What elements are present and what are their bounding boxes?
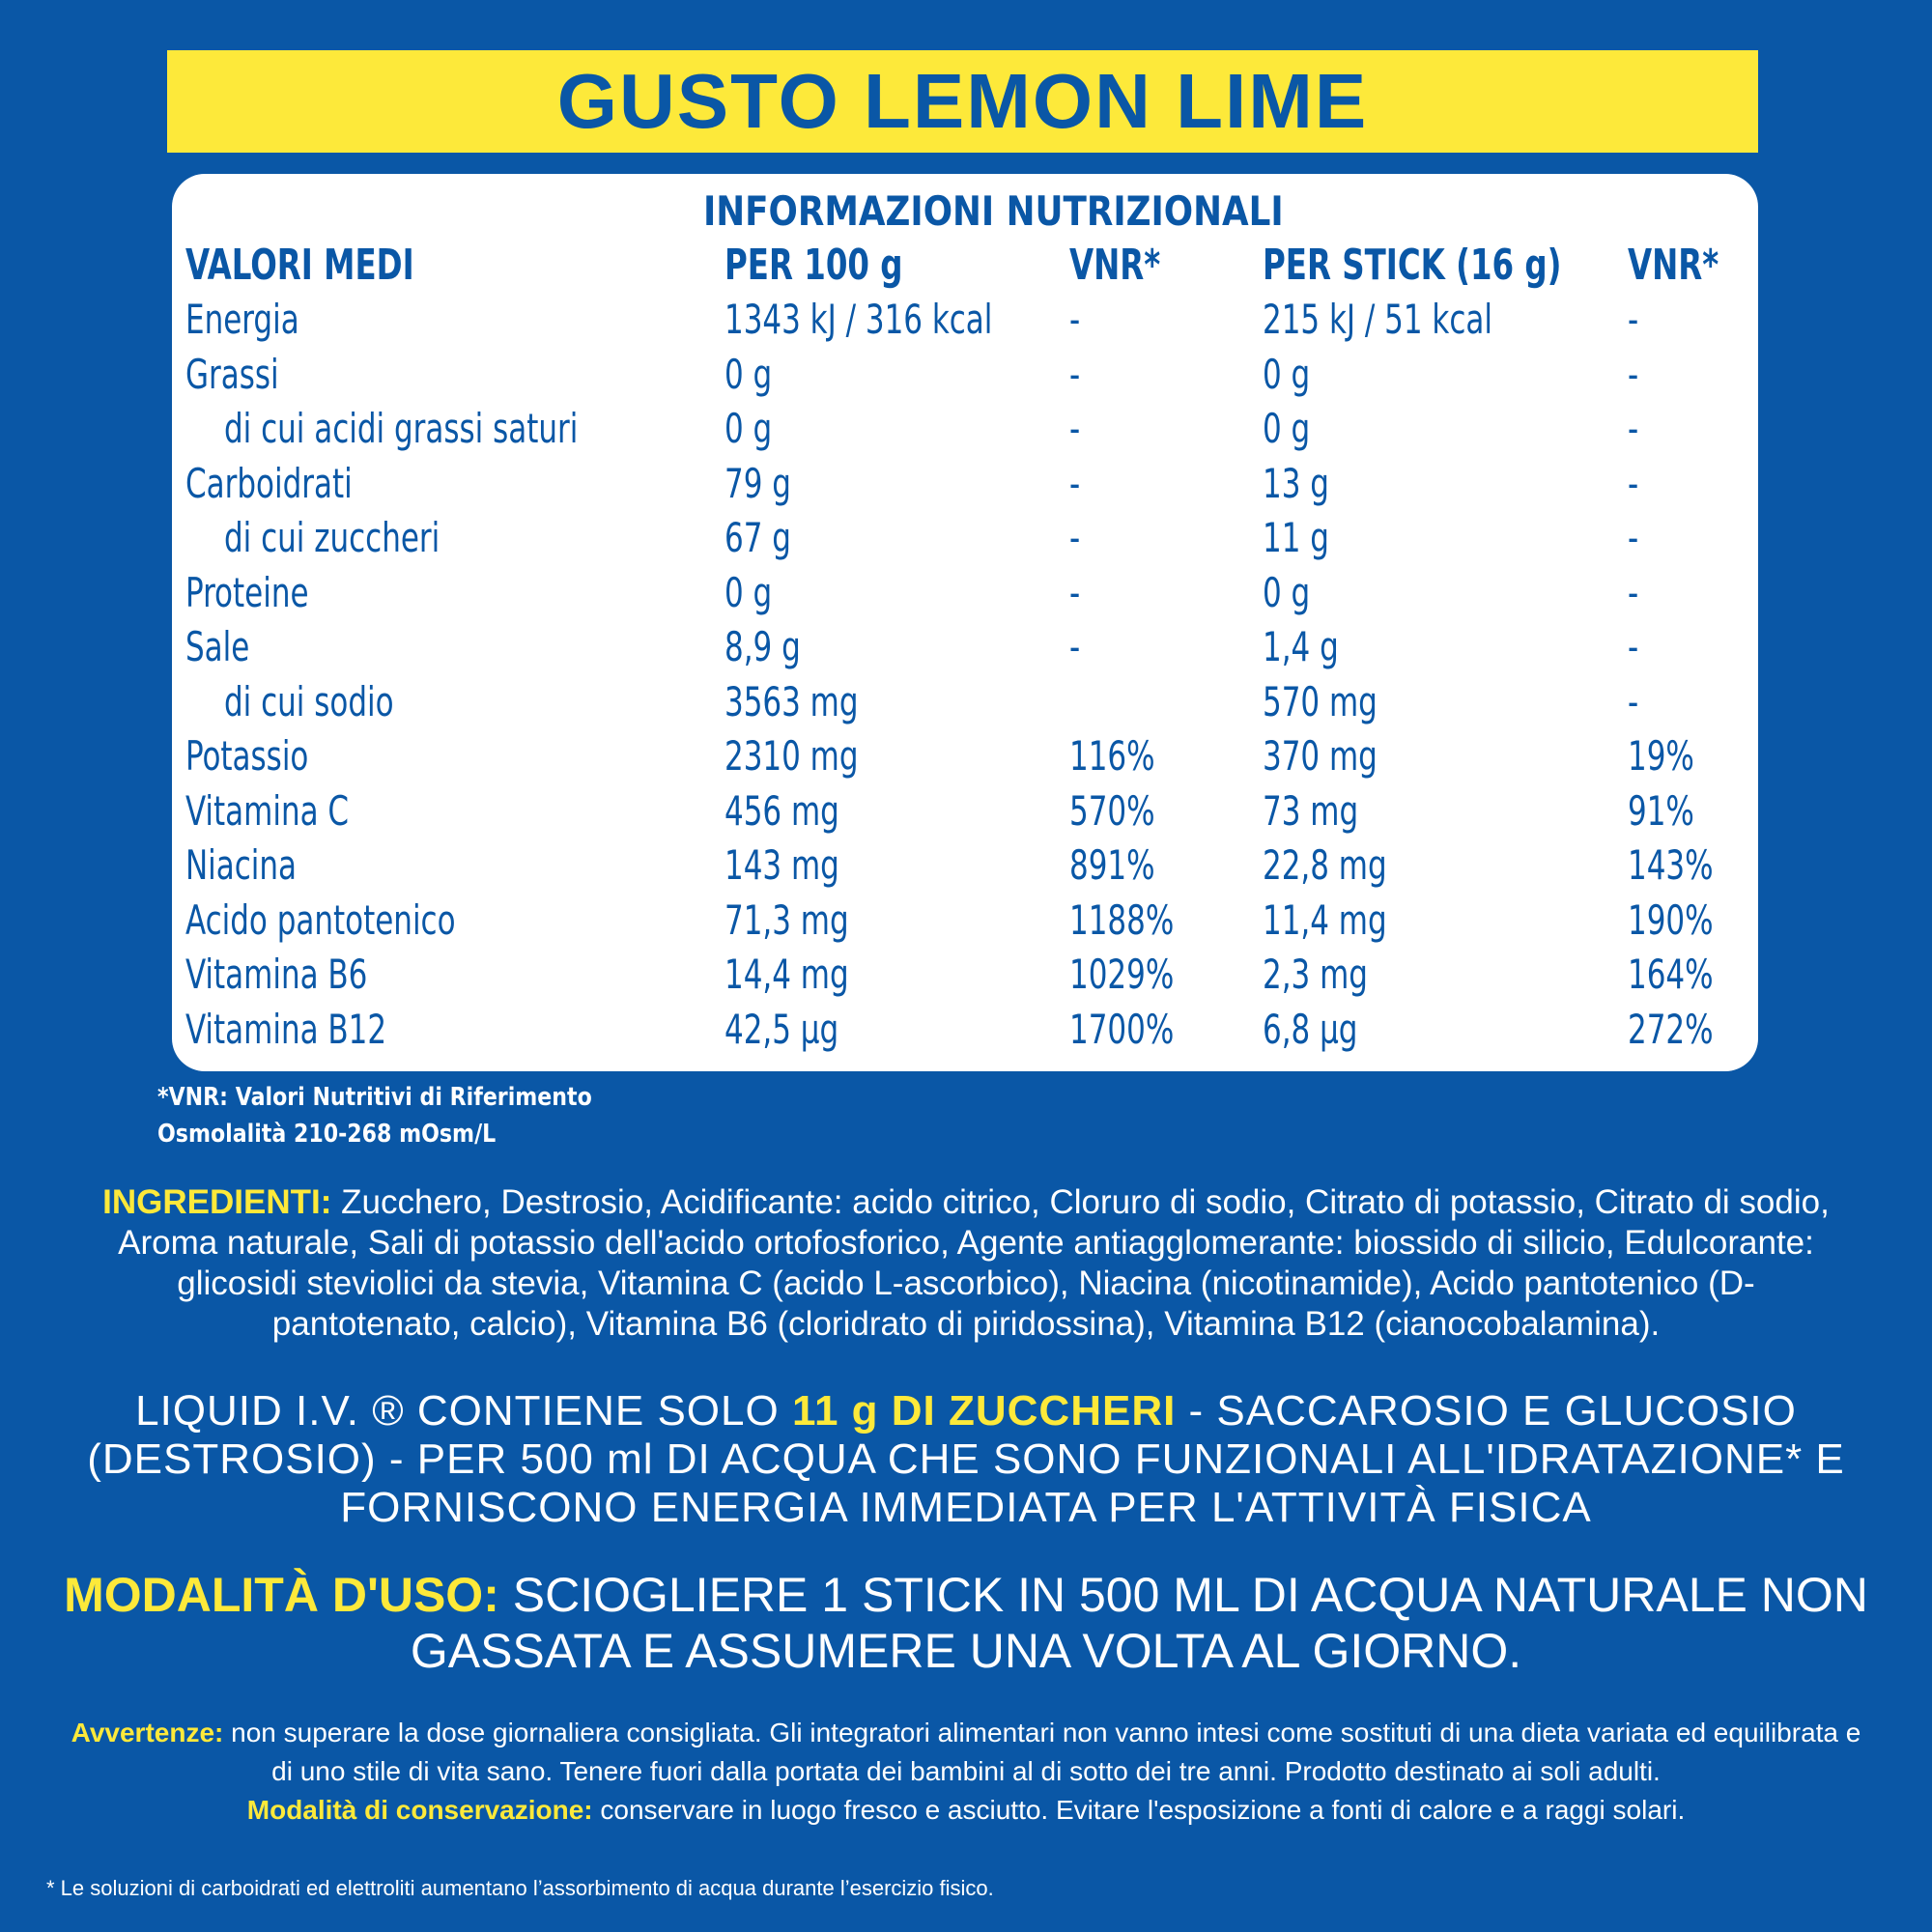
- vnr-stick-value: 272%: [1627, 1005, 1714, 1053]
- vnr-100g-value: 1188%: [1069, 895, 1175, 944]
- header-vnr-stick: VNR*: [1627, 240, 1719, 290]
- nutrient-name: Grassi: [185, 350, 279, 398]
- vnr-100g-value: 1700%: [1069, 1005, 1175, 1053]
- osmolality-note: Osmolalità 210-268 mOsm/L: [157, 1120, 497, 1149]
- vnr-100g-value: 116%: [1069, 732, 1155, 781]
- vnr-note: *VNR: Valori Nutritivi di Riferimento: [157, 1083, 592, 1112]
- warnings-text: non superare la dose giornaliera consigliata. Gli integratori alimentari non vanno intesi come sostituti di una dieta variata ed equilibrata e di uno stile di vita sano. Tenere fuori dalla portata dei bambini al di sotto dei tre anni. Prodotto destinato ai soli adulti.: [223, 1718, 1861, 1786]
- vnr-stick-value: -: [1627, 623, 1638, 671]
- vnr-stick-value: -: [1627, 405, 1638, 453]
- ingredients-text: Zucchero, Destrosio, Acidificante: acido citrico, Cloruro di sodio, Citrato di potassio, Citrato di sodio, Aroma naturale, Sali di potassio dell'acido ortofosforico, Agente antiagglomerante: biossido di silicio, Edulcorante: glicosidi steviolici da stevia, Vitamina C (acido L-ascorbico), Niacina (nicotinamide), Acido pantotenico (D-pantotenato, calcio), Vitamina B6 (cloridrato di piridossina), Vitamina B12 (cianocobalamina).: [118, 1183, 1830, 1343]
- nutrient-name: Potassio: [185, 732, 309, 781]
- header-vnr-100g: VNR*: [1069, 240, 1161, 290]
- per-100g-value: 42,5 µg: [724, 1005, 838, 1053]
- nutrient-name: Proteine: [185, 568, 309, 616]
- nutrition-table: [185, 238, 1758, 1057]
- nutrient-name: Acido pantotenico: [185, 895, 456, 944]
- per-stick-value: 0 g: [1263, 405, 1311, 453]
- nutrition-row: [185, 456, 1758, 511]
- storage-label: Modalità di conservazione:: [246, 1795, 593, 1825]
- per-100g-value: 0 g: [724, 405, 772, 453]
- nutrient-name: Niacina: [185, 841, 298, 890]
- vnr-stick-value: -: [1627, 568, 1638, 616]
- nutrition-row: [185, 729, 1758, 784]
- usage-instructions: [58, 1567, 1874, 1679]
- vnr-stick-value: -: [1627, 296, 1638, 344]
- nutrient-name: Vitamina B12: [185, 1005, 387, 1053]
- usage-text: SCIOGLIERE 1 STICK IN 500 ML DI ACQUA NATURALE NON GASSATA E ASSUMERE UNA VOLTA AL GIORNO.: [410, 1568, 1868, 1678]
- vnr-stick-value: 143%: [1627, 841, 1714, 890]
- reference-notes: [157, 1079, 668, 1152]
- nutrition-row: [185, 893, 1758, 948]
- claim-part1: LIQUID I.V. ® CONTIENE SOLO: [135, 1387, 792, 1435]
- per-stick-value: 215 kJ / 51 kcal: [1263, 296, 1493, 344]
- per-stick-value: 570 mg: [1263, 677, 1378, 725]
- vnr-100g-value: -: [1069, 350, 1081, 398]
- vnr-100g-value: -: [1069, 459, 1081, 507]
- per-100g-value: 3563 mg: [724, 677, 859, 725]
- vnr-stick-value: -: [1627, 677, 1638, 725]
- vnr-stick-value: 164%: [1627, 951, 1714, 999]
- sugar-claim: [77, 1387, 1855, 1532]
- flavor-title: GUSTO LEMON LIME: [556, 58, 1369, 144]
- per-100g-value: 14,4 mg: [724, 951, 849, 999]
- per-stick-value: 22,8 mg: [1263, 841, 1387, 890]
- per-100g-value: 79 g: [724, 459, 791, 507]
- nutrition-row: [185, 620, 1758, 675]
- nutrient-name: di cui sodio: [224, 677, 394, 725]
- nutrition-row: [185, 838, 1758, 894]
- vnr-100g-value: 1029%: [1069, 951, 1175, 999]
- ingredients-label: INGREDIENTI:: [102, 1183, 332, 1221]
- per-stick-value: 370 mg: [1263, 732, 1378, 781]
- usage-label: MODALITÀ D'USO:: [64, 1568, 499, 1622]
- nutrition-header-row: [185, 238, 1758, 293]
- nutrition-row: [185, 948, 1758, 1003]
- vnr-100g-value: 570%: [1069, 786, 1155, 835]
- per-100g-value: 71,3 mg: [724, 895, 849, 944]
- per-100g-value: 456 mg: [724, 786, 839, 835]
- header-per-stick: PER STICK (16 g): [1263, 240, 1562, 290]
- per-stick-value: 11,4 mg: [1263, 895, 1387, 944]
- per-stick-value: 11 g: [1263, 514, 1330, 562]
- storage-text: conservare in luogo fresco e asciutto. Evitare l'esposizione a fonti di calore e a raggi solari.: [592, 1795, 1686, 1825]
- footnote: * Le soluzioni di carboidrati ed elettroliti aumentano l’assorbimento di acqua durante l’esercizio fisico.: [46, 1876, 994, 1900]
- claim-part2: - SACCAROSIO E GLUCOSIO (DESTROSIO) - PER 500 ml DI ACQUA CHE SONO FUNZIONALI ALL'IDRATAZIONE* E FORNISCONO ENERGIA IMMEDIATA PER L'ATTIVITÀ FISICA: [87, 1387, 1845, 1531]
- ingredients-paragraph: [97, 1182, 1835, 1345]
- nutrient-name: Vitamina C: [185, 786, 350, 835]
- warnings-label: Avvertenze:: [71, 1718, 224, 1747]
- per-100g-value: 1343 kJ / 316 kcal: [724, 296, 992, 344]
- per-stick-value: 13 g: [1263, 459, 1330, 507]
- nutrition-title: INFORMAZIONI NUTRIZIONALI: [703, 187, 1284, 235]
- warnings-paragraph: [58, 1714, 1874, 1791]
- header-per-100g: PER 100 g: [724, 240, 903, 290]
- nutrition-row: [185, 511, 1758, 566]
- per-100g-value: 67 g: [724, 514, 791, 562]
- claim-highlight: 11 g DI ZUCCHERI: [791, 1387, 1177, 1435]
- vnr-stick-value: -: [1627, 514, 1638, 562]
- warnings-block: [58, 1714, 1874, 1830]
- per-stick-value: 0 g: [1263, 350, 1311, 398]
- per-stick-value: 73 mg: [1263, 786, 1359, 835]
- vnr-stick-value: -: [1627, 350, 1638, 398]
- per-100g-value: 2310 mg: [724, 732, 859, 781]
- per-stick-value: 2,3 mg: [1263, 951, 1369, 999]
- per-stick-value: 6,8 µg: [1263, 1005, 1358, 1053]
- per-100g-value: 0 g: [724, 350, 772, 398]
- nutrient-name: Vitamina B6: [185, 951, 368, 999]
- vnr-stick-value: 91%: [1627, 786, 1694, 835]
- nutrition-row: [185, 347, 1758, 402]
- vnr-100g-value: -: [1069, 296, 1081, 344]
- nutrition-row: [185, 565, 1758, 620]
- nutrition-row: [185, 783, 1758, 838]
- vnr-stick-value: 190%: [1627, 895, 1714, 944]
- vnr-100g-value: -: [1069, 623, 1081, 671]
- per-100g-value: 8,9 g: [724, 623, 801, 671]
- title-banner: [167, 50, 1758, 153]
- vnr-100g-value: -: [1069, 405, 1081, 453]
- nutrition-row: [185, 1002, 1758, 1057]
- vnr-stick-value: -: [1627, 459, 1638, 507]
- vnr-stick-value: 19%: [1627, 732, 1694, 781]
- nutrient-name: Energia: [185, 296, 299, 344]
- vnr-100g-value: 891%: [1069, 841, 1155, 890]
- storage-paragraph: [58, 1791, 1874, 1830]
- nutrition-row: [185, 293, 1758, 348]
- per-100g-value: 143 mg: [724, 841, 839, 890]
- nutrition-row: [185, 402, 1758, 457]
- per-stick-value: 1,4 g: [1263, 623, 1340, 671]
- nutrition-panel: [172, 174, 1758, 1071]
- nutrition-row: [185, 674, 1758, 729]
- nutrient-name: Carboidrati: [185, 459, 353, 507]
- per-stick-value: 0 g: [1263, 568, 1311, 616]
- nutrient-name: di cui zuccheri: [224, 514, 440, 562]
- vnr-100g-value: -: [1069, 568, 1081, 616]
- nutrient-name: Sale: [185, 623, 250, 671]
- header-valori-medi: VALORI MEDI: [185, 240, 414, 290]
- per-100g-value: 0 g: [724, 568, 772, 616]
- vnr-100g-value: -: [1069, 514, 1081, 562]
- nutrient-name: di cui acidi grassi saturi: [224, 405, 579, 453]
